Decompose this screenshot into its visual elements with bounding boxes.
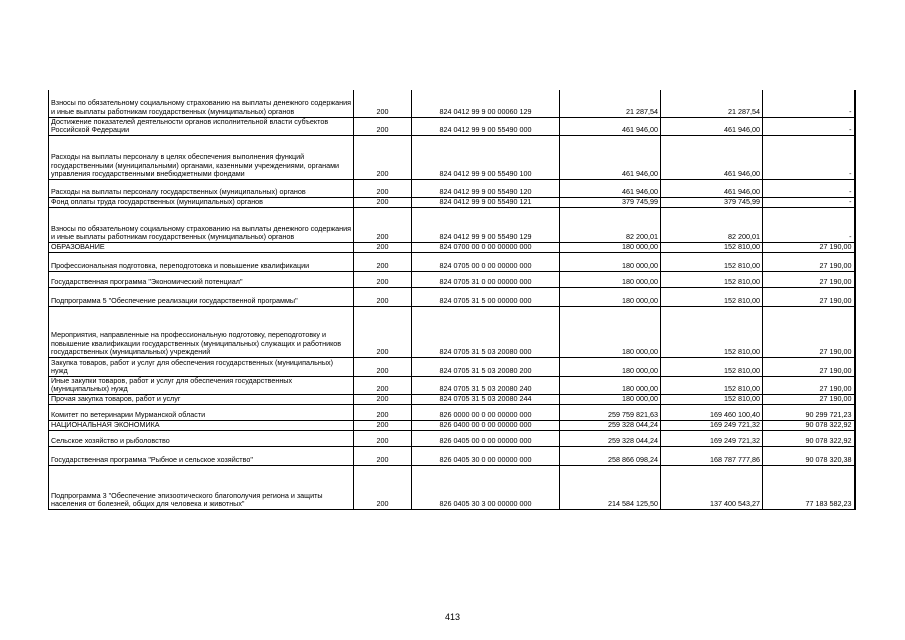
cell-budget-code: 826 0405 00 0 00 00000 000 [412, 430, 560, 446]
cell-name: Сельское хозяйство и рыболовство [49, 430, 354, 446]
table-row [49, 306, 855, 357]
cell-approved: 180 000,00 [560, 357, 661, 376]
cell-executed: 21 287,54 [661, 90, 763, 117]
table-row [49, 376, 855, 394]
cell-approved: 82 200,01 [560, 207, 661, 242]
cell-unexecuted: - [763, 117, 855, 135]
cell-name: Достижение показателей деятельности органов исполнительной власти субъектов Российской Федерации [49, 117, 354, 135]
cell-unexecuted: 27 190,00 [763, 376, 855, 394]
cell-unexecuted: 27 190,00 [763, 242, 855, 252]
cell-executed: 152 810,00 [661, 376, 763, 394]
cell-unexecuted: - [763, 135, 855, 179]
cell-unexecuted: - [763, 90, 855, 117]
cell-executed: 379 745,99 [661, 197, 763, 207]
table-row [49, 357, 855, 376]
cell-budget-code: 824 0705 31 0 00 00000 000 [412, 271, 560, 287]
cell-executed: 152 810,00 [661, 271, 763, 287]
cell-line-code: 200 [354, 430, 412, 446]
table-row [49, 287, 855, 306]
cell-unexecuted: - [763, 207, 855, 242]
cell-name: Подпрограмма 3 "Обеспечение эпизоотического благополучия региона и защиты населения от болезней, общих для человека и животных" [49, 465, 354, 509]
table-row [49, 446, 855, 465]
table-row [49, 404, 855, 420]
cell-budget-code: 824 0705 00 0 00 00000 000 [412, 252, 560, 271]
cell-budget-code: 824 0700 00 0 00 00000 000 [412, 242, 560, 252]
table-row [49, 179, 855, 197]
cell-executed: 461 946,00 [661, 117, 763, 135]
table-row [49, 117, 855, 135]
page-number: 413 [444, 612, 461, 622]
cell-approved: 461 946,00 [560, 179, 661, 197]
cell-budget-code: 824 0705 31 5 00 00000 000 [412, 287, 560, 306]
cell-name: Прочая закупка товаров, работ и услуг [49, 394, 354, 404]
cell-line-code: 200 [354, 446, 412, 465]
cell-line-code: 200 [354, 420, 412, 430]
cell-name: Государственная программа "Рыбное и сельское хозяйство" [49, 446, 354, 465]
cell-line-code: 200 [354, 197, 412, 207]
cell-unexecuted: 90 078 322,92 [763, 420, 855, 430]
table-body [49, 90, 855, 509]
cell-approved: 180 000,00 [560, 306, 661, 357]
cell-name: Закупка товаров, работ и услуг для обеспечения государственных (муниципальных) нужд [49, 357, 354, 376]
cell-unexecuted: 27 190,00 [763, 357, 855, 376]
table-row [49, 430, 855, 446]
cell-name: Иные закупки товаров, работ и услуг для обеспечения государственных (муниципальных) нужд [49, 376, 354, 394]
cell-line-code: 200 [354, 117, 412, 135]
cell-line-code: 200 [354, 242, 412, 252]
cell-line-code: 200 [354, 252, 412, 271]
cell-executed: 152 810,00 [661, 287, 763, 306]
cell-unexecuted: 27 190,00 [763, 394, 855, 404]
cell-name: Взносы по обязательному социальному страхованию на выплаты денежного содержания и иные выплаты работникам государственных (муниципальных) органов [49, 207, 354, 242]
cell-executed: 82 200,01 [661, 207, 763, 242]
cell-line-code: 200 [354, 465, 412, 509]
cell-approved: 180 000,00 [560, 242, 661, 252]
cell-approved: 258 866 098,24 [560, 446, 661, 465]
cell-executed: 152 810,00 [661, 306, 763, 357]
table-row [49, 135, 855, 179]
table-row [49, 90, 855, 117]
cell-name: Фонд оплаты труда государственных (муниципальных) органов [49, 197, 354, 207]
table-row [49, 207, 855, 242]
cell-line-code: 200 [354, 394, 412, 404]
cell-executed: 169 249 721,32 [661, 420, 763, 430]
cell-line-code: 200 [354, 287, 412, 306]
cell-budget-code: 824 0705 31 5 03 20080 244 [412, 394, 560, 404]
cell-approved: 379 745,99 [560, 197, 661, 207]
cell-executed: 137 400 543,27 [661, 465, 763, 509]
cell-unexecuted: 27 190,00 [763, 271, 855, 287]
cell-budget-code: 824 0705 31 5 03 20080 240 [412, 376, 560, 394]
cell-executed: 461 946,00 [661, 179, 763, 197]
cell-approved: 180 000,00 [560, 252, 661, 271]
cell-executed: 168 787 777,86 [661, 446, 763, 465]
budget-execution-table [48, 90, 856, 510]
cell-unexecuted: 90 078 322,92 [763, 430, 855, 446]
cell-executed: 152 810,00 [661, 357, 763, 376]
cell-line-code: 200 [354, 271, 412, 287]
cell-executed: 152 810,00 [661, 252, 763, 271]
cell-approved: 259 328 044,24 [560, 420, 661, 430]
cell-approved: 180 000,00 [560, 287, 661, 306]
cell-budget-code: 826 0000 00 0 00 00000 000 [412, 404, 560, 420]
cell-name: Расходы на выплаты персоналу в целях обеспечения выполнения функций государственными (муниципальными) органами, казенными учреждениями, органами управления государственными внебюджетными фондами [49, 135, 354, 179]
cell-name: Мероприятия, направленные на профессиональную подготовку, переподготовку и повышение квалификации государственных (муниципальных) служащих и работников государственных (муниципальных) учреждений [49, 306, 354, 357]
cell-budget-code: 824 0412 99 9 00 55490 129 [412, 207, 560, 242]
cell-line-code: 200 [354, 404, 412, 420]
cell-budget-code: 824 0412 99 9 00 00060 129 [412, 90, 560, 117]
cell-approved: 259 759 821,63 [560, 404, 661, 420]
cell-approved: 180 000,00 [560, 376, 661, 394]
cell-unexecuted: 90 078 320,38 [763, 446, 855, 465]
cell-approved: 214 584 125,50 [560, 465, 661, 509]
table-row [49, 271, 855, 287]
cell-line-code: 200 [354, 376, 412, 394]
cell-approved: 180 000,00 [560, 394, 661, 404]
cell-line-code: 200 [354, 179, 412, 197]
cell-budget-code: 824 0412 99 9 00 55490 120 [412, 179, 560, 197]
table-row [49, 252, 855, 271]
cell-approved: 180 000,00 [560, 271, 661, 287]
cell-budget-code: 826 0405 30 3 00 00000 000 [412, 465, 560, 509]
cell-approved: 461 946,00 [560, 135, 661, 179]
cell-name: Комитет по ветеринарии Мурманской области [49, 404, 354, 420]
cell-approved: 259 328 044,24 [560, 430, 661, 446]
cell-name: Профессиональная подготовка, переподготовка и повышение квалификации [49, 252, 354, 271]
cell-budget-code: 826 0400 00 0 00 00000 000 [412, 420, 560, 430]
cell-name: Государственная программа "Экономический потенциал" [49, 271, 354, 287]
cell-line-code: 200 [354, 90, 412, 117]
cell-unexecuted: - [763, 197, 855, 207]
cell-line-code: 200 [354, 207, 412, 242]
cell-executed: 169 249 721,32 [661, 430, 763, 446]
cell-name: Взносы по обязательному социальному страхованию на выплаты денежного содержания и иные выплаты работникам государственных (муниципальных) органов [49, 90, 354, 117]
cell-budget-code: 824 0412 99 9 00 55490 000 [412, 117, 560, 135]
cell-budget-code: 824 0705 31 5 03 20080 200 [412, 357, 560, 376]
cell-budget-code: 824 0705 31 5 03 20080 000 [412, 306, 560, 357]
cell-line-code: 200 [354, 306, 412, 357]
cell-line-code: 200 [354, 357, 412, 376]
table-row [49, 242, 855, 252]
cell-executed: 152 810,00 [661, 394, 763, 404]
cell-unexecuted: 27 190,00 [763, 252, 855, 271]
table-row [49, 420, 855, 430]
cell-executed: 461 946,00 [661, 135, 763, 179]
cell-unexecuted: 77 183 582,23 [763, 465, 855, 509]
cell-unexecuted: - [763, 179, 855, 197]
cell-line-code: 200 [354, 135, 412, 179]
cell-executed: 169 460 100,40 [661, 404, 763, 420]
cell-name: Расходы на выплаты персоналу государственных (муниципальных) органов [49, 179, 354, 197]
table-row [49, 394, 855, 404]
cell-approved: 21 287,54 [560, 90, 661, 117]
cell-unexecuted: 90 299 721,23 [763, 404, 855, 420]
cell-budget-code: 824 0412 99 9 00 55490 121 [412, 197, 560, 207]
cell-approved: 461 946,00 [560, 117, 661, 135]
cell-name: ОБРАЗОВАНИЕ [49, 242, 354, 252]
table-row [49, 465, 855, 509]
cell-budget-code: 826 0405 30 0 00 00000 000 [412, 446, 560, 465]
cell-unexecuted: 27 190,00 [763, 306, 855, 357]
table-row [49, 197, 855, 207]
cell-unexecuted: 27 190,00 [763, 287, 855, 306]
cell-budget-code: 824 0412 99 9 00 55490 100 [412, 135, 560, 179]
cell-name: НАЦИОНАЛЬНАЯ ЭКОНОМИКА [49, 420, 354, 430]
cell-name: Подпрограмма 5 "Обеспечение реализации государственной программы" [49, 287, 354, 306]
cell-executed: 152 810,00 [661, 242, 763, 252]
